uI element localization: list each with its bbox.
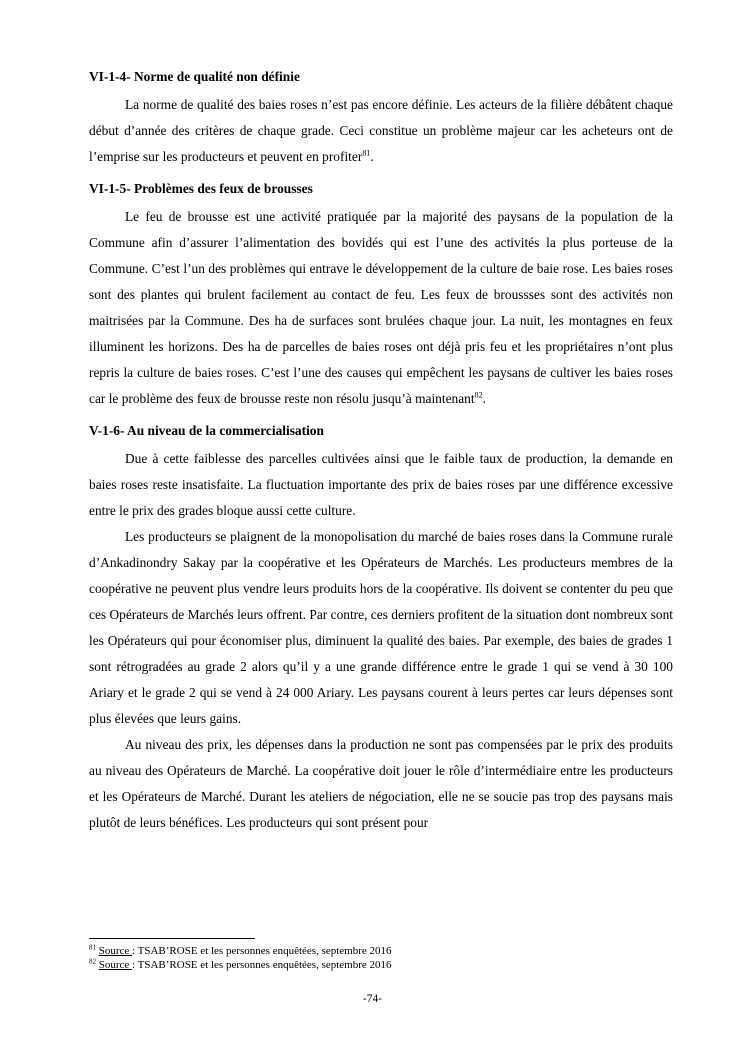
page-body <box>89 66 673 836</box>
section-heading: V-1-6- Au niveau de la commercialisation <box>89 423 324 438</box>
section-heading: VI-1-4- Norme de qualité non définie <box>89 69 300 84</box>
footnote <box>89 944 673 958</box>
page-number: -74- <box>362 993 383 1005</box>
paragraph-text: La norme de qualité des baies roses n’est pas encore définie. Les acteurs de la filière débâtent chaque début d’année des critères de chaque grade. Ceci constitue un problème majeur car les acheteurs ont de l’emprise sur les producteurs et peuvent en profiter <box>89 97 673 164</box>
section-quality-norm <box>89 66 673 170</box>
paragraph <box>89 204 673 412</box>
footnote <box>89 958 673 972</box>
section-bush-fires <box>89 178 673 412</box>
paragraph-end: . <box>370 149 374 164</box>
section-heading: VI-1-5- Problèmes des feux de brousses <box>89 181 313 196</box>
section-commercialisation <box>89 420 673 836</box>
paragraph-end: . <box>482 391 486 406</box>
footnote-source-label: Source <box>98 945 133 957</box>
footnote-text: : TSAB’ROSE et les personnes enquêtées, septembre 2016 <box>132 959 392 971</box>
paragraph: Due à cette faiblesse des parcelles cultivées ainsi que le faible taux de production, la demande en baies roses reste insatisfaite. La fluctuation importante des prix de baies roses par une différence excessive entre le prix des grades bloque aussi cette culture. <box>89 451 673 518</box>
footnote-text: : TSAB’ROSE et les personnes enquêtées, septembre 2016 <box>132 945 392 957</box>
footnote-ref: 81 <box>362 148 371 158</box>
footnote-number: 82 <box>89 957 96 966</box>
footnote-ref: 82 <box>474 390 483 400</box>
paragraph <box>89 92 673 170</box>
footnote-source-label: Source <box>98 959 133 971</box>
footnote-number: 81 <box>89 943 96 952</box>
footnotes <box>89 944 673 972</box>
paragraph-text: Le feu de brousse est une activité pratiquée par la majorité des paysans de la population de la Commune afin d’assurer l’alimentation des bovidés qui est l’une des activités la plus porteuse de la Commune. C’est l’un des problèmes qui entrave le développement de la culture de baie rose. Les baies roses sont des plantes qui brulent facilement au contact de feu. Les feux de broussses sont des activités non maitrisées par la Commune. Des ha de surfaces sont brulées chaque jour. La nuit, les montagnes en feux illuminent les horizons. Des ha de parcelles de baies roses ont déjà pris feu et les propriétaires n’ont plus repris la culture de baies roses. C’est l’une des causes qui empêchent les paysans de cultiver les baies roses car le problème des feux de brousse reste non résolu jusqu’à maintenant <box>89 209 673 406</box>
paragraph: Au niveau des prix, les dépenses dans la production ne sont pas compensées par le prix des produits au niveau des Opérateurs de Marché. La coopérative doit jouer le rôle d’intermédiaire entre les producteurs et les Opérateurs de Marché. Durant les ateliers de négociation, elle ne se soucie pas trop des paysans mais plutôt de leurs bénéfices. Les producteurs qui sont présent pour <box>89 737 673 830</box>
footnote-separator <box>89 938 255 939</box>
paragraph: Les producteurs se plaignent de la monopolisation du marché de baies roses dans la Commune rurale d’Ankadinondry Sakay par la coopérative et les Opérateurs de Marchés. Les producteurs membres de la coopérative ne peuvent plus vendre leurs produits hors de la coopérative. Ils doivent se contenter du peu que ces Opérateurs de Marchés leurs offrent. Par contre, ces derniers profitent de la situation dont nombreux sont les Opérateurs qui pour économiser plus, diminuent la qualité des baies. Par exemple, des baies de grades 1 sont rétrogradées au grade 2 alors qu’il y a une grande différence entre le grade 1 qui se vend à 30 100 Ariary et le grade 2 qui se vend à 24 000 Ariary. Les paysans courent à leurs pertes car leurs dépenses sont plus élevées que leurs gains. <box>89 529 673 726</box>
